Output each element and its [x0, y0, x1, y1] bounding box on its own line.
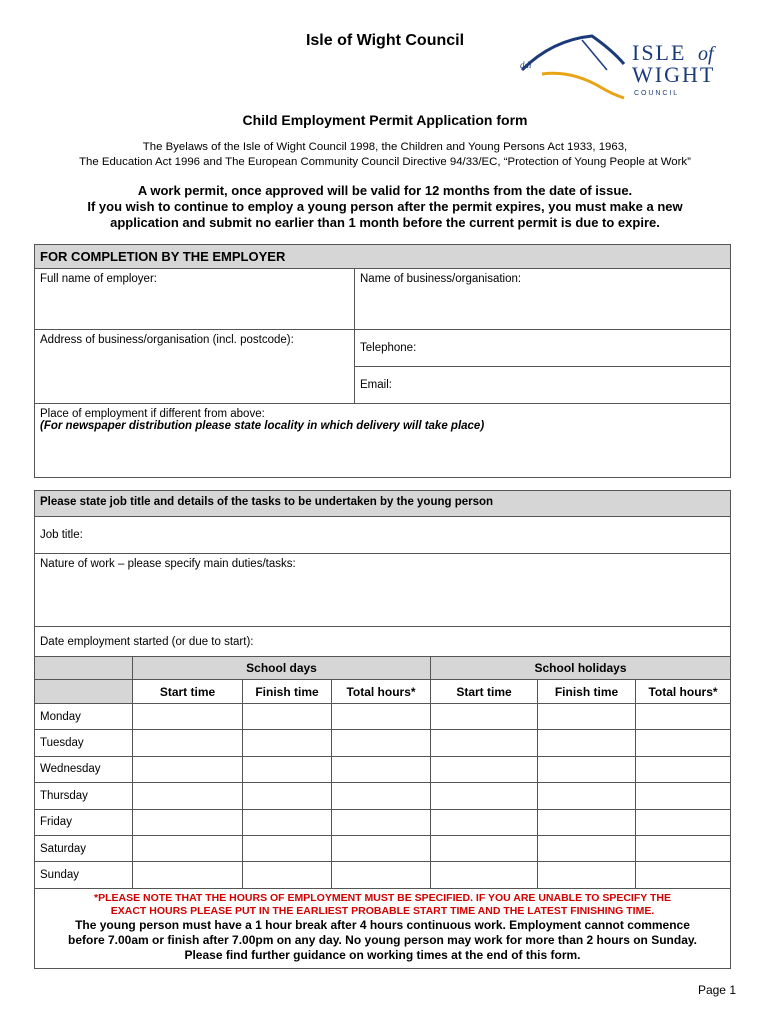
- time-entry-cell[interactable]: [636, 730, 731, 756]
- logo-isle-text: ISLE: [632, 40, 687, 65]
- day-row: [35, 809, 731, 835]
- employer-heading: FOR COMPLETION BY THE EMPLOYER: [35, 245, 731, 269]
- time-entry-cell[interactable]: [636, 835, 731, 861]
- time-entry-cell[interactable]: [133, 835, 243, 861]
- time-entry-cell[interactable]: [243, 835, 332, 861]
- time-entry-cell[interactable]: [431, 809, 538, 835]
- telephone-field[interactable]: Telephone:: [355, 330, 731, 367]
- time-entry-cell[interactable]: [133, 730, 243, 756]
- time-entry-cell[interactable]: [538, 783, 636, 809]
- school-finish-time-header: Finish time: [243, 680, 332, 704]
- time-entry-cell[interactable]: [332, 756, 431, 782]
- council-logo: [512, 30, 744, 102]
- time-entry-cell[interactable]: [431, 835, 538, 861]
- time-entry-cell[interactable]: [431, 756, 538, 782]
- time-entry-cell[interactable]: [332, 730, 431, 756]
- council-title: Isle of Wight Council: [305, 32, 465, 49]
- time-entry-cell[interactable]: [332, 704, 431, 730]
- logo-swoosh-blue: [522, 36, 624, 70]
- business-name-field[interactable]: Name of business/organisation:: [355, 269, 731, 330]
- school-total-hours-header: Total hours*: [332, 680, 431, 704]
- time-entry-cell[interactable]: [133, 809, 243, 835]
- day-label: Thursday: [35, 783, 133, 809]
- holiday-total-hours-header: Total hours*: [636, 680, 731, 704]
- time-entry-cell[interactable]: [133, 704, 243, 730]
- byelaws-text: The Byelaws of the Isle of Wight Council 1998, the Children and Young Persons Act 1933, 1963, The Education Act 1996 and The European Community Council Directive 94/33/EC, “Protection of Young People at Work”: [79, 141, 691, 168]
- time-entry-cell[interactable]: [133, 783, 243, 809]
- day-row: [35, 783, 731, 809]
- svg-text:of: of: [698, 43, 714, 65]
- time-entry-cell[interactable]: [133, 862, 243, 888]
- svg-text:ddi: ddi: [520, 60, 532, 70]
- hours-notice: *PLEASE NOTE THAT THE HOURS OF EMPLOYMENT MUST BE SPECIFIED. IF YOU ARE UNABLE TO SPECIFY THE EXACT HOURS PLEASE PUT IN THE EARLIEST PROBABLE START TIME AND THE LATEST FINISHING TIME. The young person must have a 1 hour break after 4 hours continuous work. Employment cannot commence before 7.00am or finish after 7.00pm on any day. No young person may work for more than 2 hours on Sunday. Please find further guidance on working times at the end of this form.: [35, 888, 731, 968]
- school-start-time-header: Start time: [133, 680, 243, 704]
- time-entry-cell[interactable]: [538, 730, 636, 756]
- time-entry-cell[interactable]: [538, 862, 636, 888]
- school-days-header: School days: [133, 657, 431, 680]
- holiday-start-time-header: Start time: [431, 680, 538, 704]
- day-row: [35, 704, 731, 730]
- day-label: Tuesday: [35, 730, 133, 756]
- logo-council-text: C O U N C I L: [634, 90, 678, 97]
- time-entry-cell[interactable]: [431, 704, 538, 730]
- day-label: Saturday: [35, 835, 133, 861]
- time-entry-cell[interactable]: [332, 835, 431, 861]
- time-entry-cell[interactable]: [636, 756, 731, 782]
- day-row: [35, 835, 731, 861]
- time-entry-cell[interactable]: [332, 783, 431, 809]
- time-entry-cell[interactable]: [133, 756, 243, 782]
- employer-section: [34, 244, 731, 478]
- time-entry-cell[interactable]: [332, 809, 431, 835]
- time-entry-cell[interactable]: [243, 730, 332, 756]
- school-holidays-header: School holidays: [431, 657, 731, 680]
- time-entry-cell[interactable]: [431, 862, 538, 888]
- time-entry-cell[interactable]: [636, 704, 731, 730]
- address-field[interactable]: Address of business/organisation (incl. postcode):: [35, 330, 355, 404]
- holiday-finish-time-header: Finish time: [538, 680, 636, 704]
- time-entry-cell[interactable]: [538, 809, 636, 835]
- page-number: Page 1: [697, 983, 736, 997]
- time-entry-cell[interactable]: [431, 730, 538, 756]
- job-heading: Please state job title and details of the tasks to be undertaken by the young person: [35, 491, 731, 517]
- time-entry-cell[interactable]: [636, 862, 731, 888]
- email-field[interactable]: Email:: [355, 367, 731, 404]
- job-section: [34, 490, 731, 969]
- time-entry-cell[interactable]: [243, 809, 332, 835]
- time-entry-cell[interactable]: [243, 783, 332, 809]
- time-entry-cell[interactable]: [538, 756, 636, 782]
- day-row: [35, 730, 731, 756]
- time-entry-cell[interactable]: [332, 862, 431, 888]
- validity-notice: A work permit, once approved will be valid for 12 months from the date of issue. If you wish to continue to employ a young person after the permit expires, you must make a new application and submit no earlier than 1 month before the current permit is due to expire.: [87, 183, 683, 230]
- place-of-employment-field[interactable]: Place of employment if different from above: (For newspaper distribution please state locality in which delivery will take place): [35, 404, 731, 478]
- day-label: Sunday: [35, 862, 133, 888]
- time-entry-cell[interactable]: [243, 704, 332, 730]
- form-title: Child Employment Permit Application form: [242, 112, 528, 128]
- day-row: [35, 862, 731, 888]
- time-entry-cell[interactable]: [636, 783, 731, 809]
- time-entry-cell[interactable]: [538, 704, 636, 730]
- day-label: Monday: [35, 704, 133, 730]
- time-entry-cell[interactable]: [538, 835, 636, 861]
- date-started-field[interactable]: Date employment started (or due to start):: [35, 627, 731, 657]
- day-row: [35, 756, 731, 782]
- day-label: Wednesday: [35, 756, 133, 782]
- nature-of-work-field[interactable]: Nature of work – please specify main duties/tasks:: [35, 554, 731, 627]
- job-title-field[interactable]: Job title:: [35, 517, 731, 554]
- day-label: Friday: [35, 809, 133, 835]
- employer-name-field[interactable]: Full name of employer:: [35, 269, 355, 330]
- logo-swoosh-gold: [542, 73, 624, 98]
- time-entry-cell[interactable]: [243, 756, 332, 782]
- logo-wight-text: WIGHT: [632, 62, 716, 87]
- time-entry-cell[interactable]: [243, 862, 332, 888]
- time-entry-cell[interactable]: [431, 783, 538, 809]
- time-entry-cell[interactable]: [636, 809, 731, 835]
